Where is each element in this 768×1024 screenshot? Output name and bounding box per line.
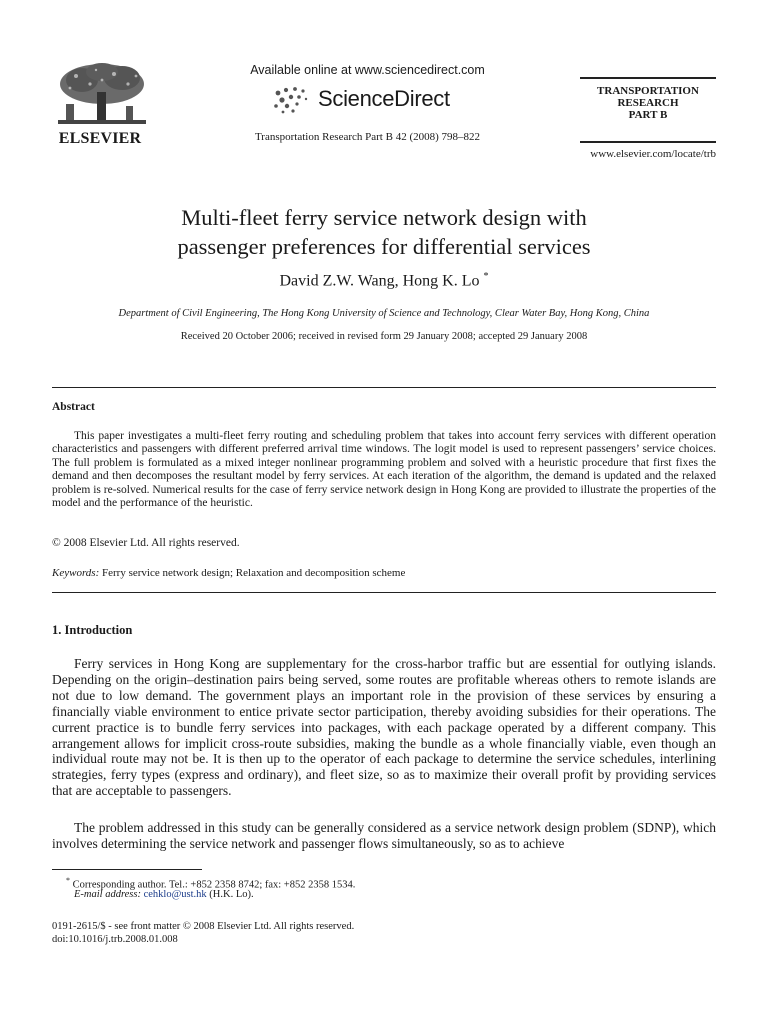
received-dates: Received 20 October 2006; received in revised form 29 January 2008; accepted 29 January 2008 [180, 331, 588, 342]
journal-name [580, 85, 716, 121]
email-link[interactable]: cehklo@ust.hk [143, 889, 207, 900]
title-line-1: Multi-fleet ferry service network design with [181, 205, 587, 230]
abstract-rule-top [52, 387, 716, 388]
issn-line: 0191-2615/$ - see front matter © 2008 Elsevier Ltd. All rights reserved. [52, 921, 355, 932]
publisher-name: ELSEVIER [58, 130, 142, 147]
footnote-mark: * [66, 876, 70, 885]
author-names: David Z.W. Wang, Hong K. Lo [279, 272, 480, 290]
title-line-2: passenger preferences for differential services [177, 234, 591, 259]
corresponding-author-mark[interactable]: * [483, 271, 489, 282]
footnote-rule [52, 869, 202, 870]
abstract-text: This paper investigates a multi-fleet ferry routing and scheduling problem that takes into account ferry services with different operation characteristics and passengers with different preferred arrival time windows. The logit model is used to represent passengers’ service choices. The full problem is formulated as a mixed integer nonlinear programming problem and solved with a heuristic procedure that first fixes the demand and then decomposes the resultant model by ferry services. At each iteration of the algorithm, the demand is updated and the relaxed problem is re-solved. Numerical results for the case of ferry service network design in Hong Kong are provided to illustrate the properties of the model and the performance of the heuristic. [52, 430, 716, 510]
sciencedirect-dots-icon [268, 85, 318, 115]
doi-link[interactable]: doi:10.1016/j.trb.2008.01.008 [52, 934, 178, 945]
journal-name-rule-bottom [580, 141, 716, 143]
abstract-heading: Abstract [52, 401, 95, 413]
intro-paragraph-1: Ferry services in Hong Kong are supplementary for the cross-harbor traffic but are essential for outlying islands. Depending on the origin–destination pairs being served, some routes are profitable whereas others to remote islands are not due to low demand. The government plays an important role in the provision of these services by ensuring a financially viable environment to entice private sector participation, thereby avoiding subsidies for their operations. The current practice is to bundle ferry services into packages, with each package operated by a different company. This arrangement allows for implicit cross-route subsidies, making the bundle as a whole financially viable, even though an individual route may not be. It is then up to the operator of each package to determine the service schedules, interlining strategies, ferry types (express and ordinary), and fleet size, so as to maximize their overall profit by providing services that are acceptable to passengers. [52, 656, 716, 799]
author-affiliation: Department of Civil Engineering, The Hong Kong University of Science and Technology, Clear Water Bay, Hong Kong, China [118, 308, 650, 319]
journal-reference: Transportation Research Part B 42 (2008) 798–822 [254, 131, 481, 143]
keywords-list: Ferry service network design; Relaxation and decomposition scheme [102, 567, 406, 579]
footnote-email [74, 889, 254, 900]
sciencedirect-wordmark[interactable]: ScienceDirect [318, 86, 450, 111]
keywords [52, 567, 405, 579]
abstract-copyright: © 2008 Elsevier Ltd. All rights reserved. [52, 537, 240, 549]
abstract-rule-bottom [52, 592, 716, 593]
journal-url-link[interactable]: www.elsevier.com/locate/trb [590, 148, 716, 160]
email-owner: (H.K. Lo). [209, 889, 254, 900]
journal-name-line-1: TRANSPORTATION [597, 85, 699, 97]
footnote-corresponding-text: Corresponding author. Tel.: +852 2358 8742; fax: +852 2358 1534. [72, 879, 356, 891]
journal-name-line-3: PART B [628, 109, 668, 121]
email-label: E-mail address: [74, 889, 141, 900]
journal-name-rule-top [580, 77, 716, 79]
section-heading-introduction: 1. Introduction [52, 623, 133, 637]
available-online-link[interactable]: Available online at www.sciencedirect.com [250, 63, 485, 77]
journal-name-line-2: RESEARCH [617, 97, 679, 109]
intro-paragraph-2: The problem addressed in this study can be generally considered as a service network design problem (SDNP), which involves determining the service network and passenger flows simultaneously, so as to achieve [52, 820, 716, 851]
keywords-label: Keywords: [52, 567, 100, 579]
article-title [80, 203, 688, 261]
author-list [80, 271, 688, 290]
